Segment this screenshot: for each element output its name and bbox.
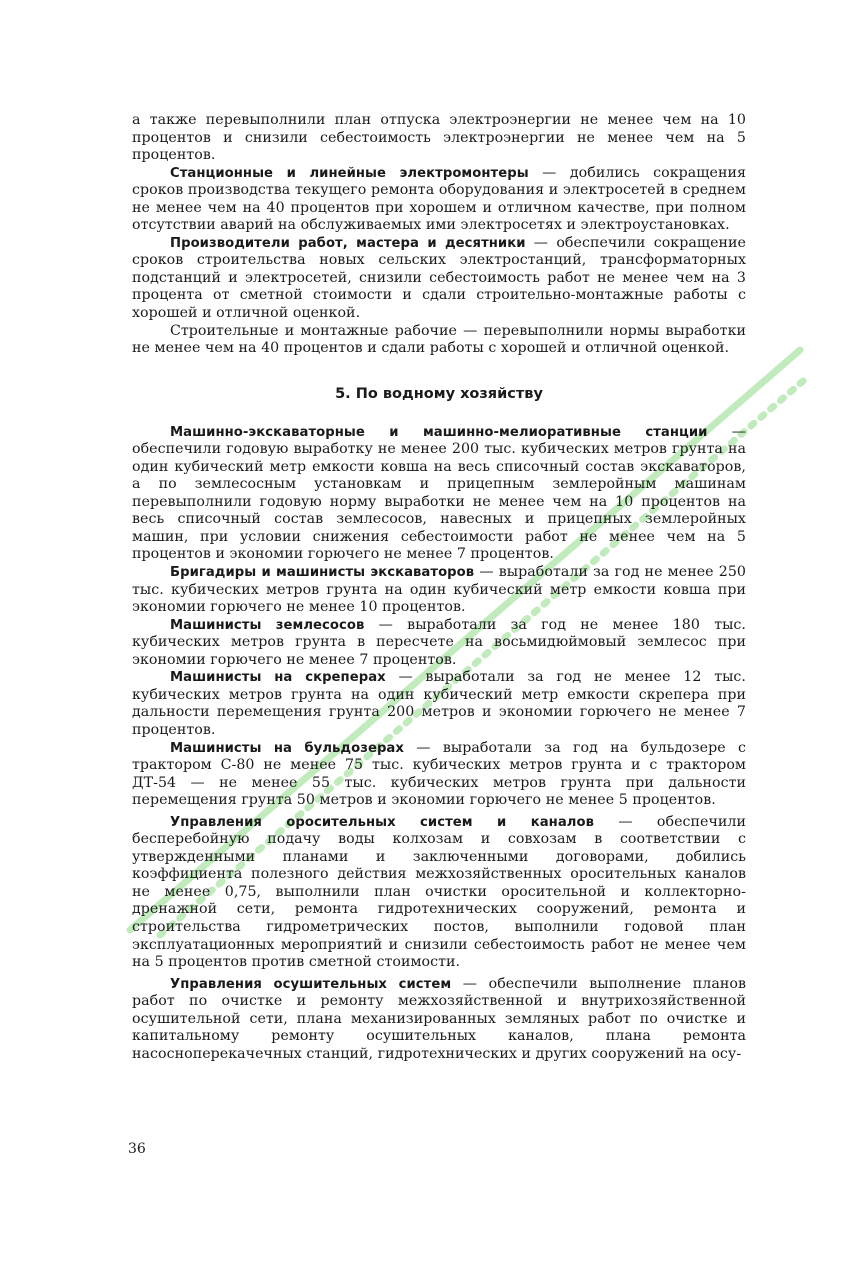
paragraph-text: — выработали за год не менее 250 тыс. кубических метров грунта на один кубический метр емкости ковша при экономии горючего не менее 10 процентов. (132, 564, 746, 616)
paragraph-lead: Производители работ, мастера и десятники (170, 235, 526, 251)
paragraph (132, 617, 746, 670)
paragraph (132, 323, 746, 358)
paragraph (132, 976, 746, 1064)
paragraph-lead: Бригадиры и машинисты экскаваторов (170, 565, 475, 581)
paragraph-text: — обеспечили сокращение сроков строительства новых сельских электростанций, трансформаторных подстанций и электросетей, снизили себестоимость работ не менее чем на 3 процента от сметной стоимости и сдали строительно-монтажные работы с хорошей и отличной оценкой. (132, 234, 746, 322)
paragraph-text: — обеспечили годовую выработку не менее 200 тыс. кубических метров грунта на один кубический метр емкости ковша на весь списочный состав экскаваторов, а по землесосным установкам и прицепным землеройным машинам перевыполнили годовую норму выработки не менее чем на 10 процентов на весь списочный состав землесосов, навесных и прицепных землеройных машин, при условии снижения себестоимости работ не менее чем на 5 процентов и экономии горючего не менее 7 процентов. (132, 423, 746, 563)
paragraph-lead: Станционные и линейные электромонтеры (170, 165, 529, 181)
paragraph-text: Строительные и монтажные рабочие — перевыполнили нормы выработки не менее чем на 40 процентов и сдали работы с хорошей и отличной оценкой. (132, 322, 746, 357)
paragraph (132, 165, 746, 235)
paragraph-lead: Управления осушительных систем (170, 976, 452, 992)
paragraph (132, 424, 746, 564)
paragraph-lead: Управления оросительных систем и каналов (170, 814, 594, 830)
paragraph-text: — выработали за год не менее 180 тыс. кубических метров грунта в пересчете на восьмидюймовый землесос при экономии горючего не менее 7 процентов. (132, 616, 746, 668)
paragraph-lead: Машинисты землесосов (170, 617, 365, 633)
paragraph-lead: Машинисты на бульдозерах (170, 740, 404, 756)
paragraph (132, 814, 746, 972)
paragraph-lead: Машинисты на скреперах (170, 670, 386, 686)
paragraph (132, 112, 746, 165)
paragraph-text: — добились сокращения сроков производства текущего ремонта оборудования и электросетей в среднем не менее чем на 40 процентов при хорошем и отличном качестве, при полном отсутствии аварий на обслуживаемых ими электросетях и электроустановках. (132, 164, 746, 234)
page-body (132, 112, 746, 1063)
paragraph (132, 235, 746, 323)
paragraphs-part1 (132, 112, 746, 358)
paragraph (132, 564, 746, 617)
paragraph (132, 740, 746, 810)
paragraph-text: — выработали за год на бульдозере с трактором С-80 не менее 75 тыс. кубических метров грунта и с трактором ДТ-54 — не менее 55 тыс. кубических метров грунта при дальности перемещения грунта 50 метров и экономии горючего не менее 5 процентов. (132, 739, 746, 809)
paragraph-text: — обеспечили бесперебойную подачу воды колхозам и совхозам в соответствии с утвержденными планами и заключенными договорами, добились коэффициента полезного действия межхозяйственных оросительных каналов не менее 0,75, выполнили план очистки оросительной и коллекторно-дренажной сети, ремонта гидротехнических сооружений, ремонта и строительства гидрометрических постов, выполнили годовой план эксплуатационных мероприятий и снизили себестоимость работ не менее чем на 5 процентов против сметной стоимости. (132, 813, 746, 971)
section-title: 5. По водному хозяйству (335, 385, 543, 402)
paragraph-text: а также перевыполнили план отпуска электроэнергии не менее чем на 10 процентов и снизили себестоимость электроэнергии не менее чем на 5 процентов. (132, 112, 746, 164)
paragraph-lead: Машинно-экскаваторные и машинно-мелиоративные станции (170, 424, 708, 440)
paragraph-text: — обеспечили выполнение планов работ по очистке и ремонту межхозяйственной и внутрихозяйственной осушительной сети, плана механизированных земляных работ по очистке и капитальному ремонту осушительных каналов, плана ремонта насосноперекачечных станций, гидротехнических и других сооружений на осу- (132, 975, 746, 1062)
paragraph (132, 669, 746, 739)
paragraphs-part2 (132, 424, 746, 1064)
page-number: 36 (128, 1141, 146, 1157)
paragraph-text: — выработали за год не менее 12 тыс. кубических метров грунта на один кубический метр емкости скрепера при дальности перемещения грунта 200 метров и экономии горючего не менее 7 процентов. (132, 669, 746, 738)
